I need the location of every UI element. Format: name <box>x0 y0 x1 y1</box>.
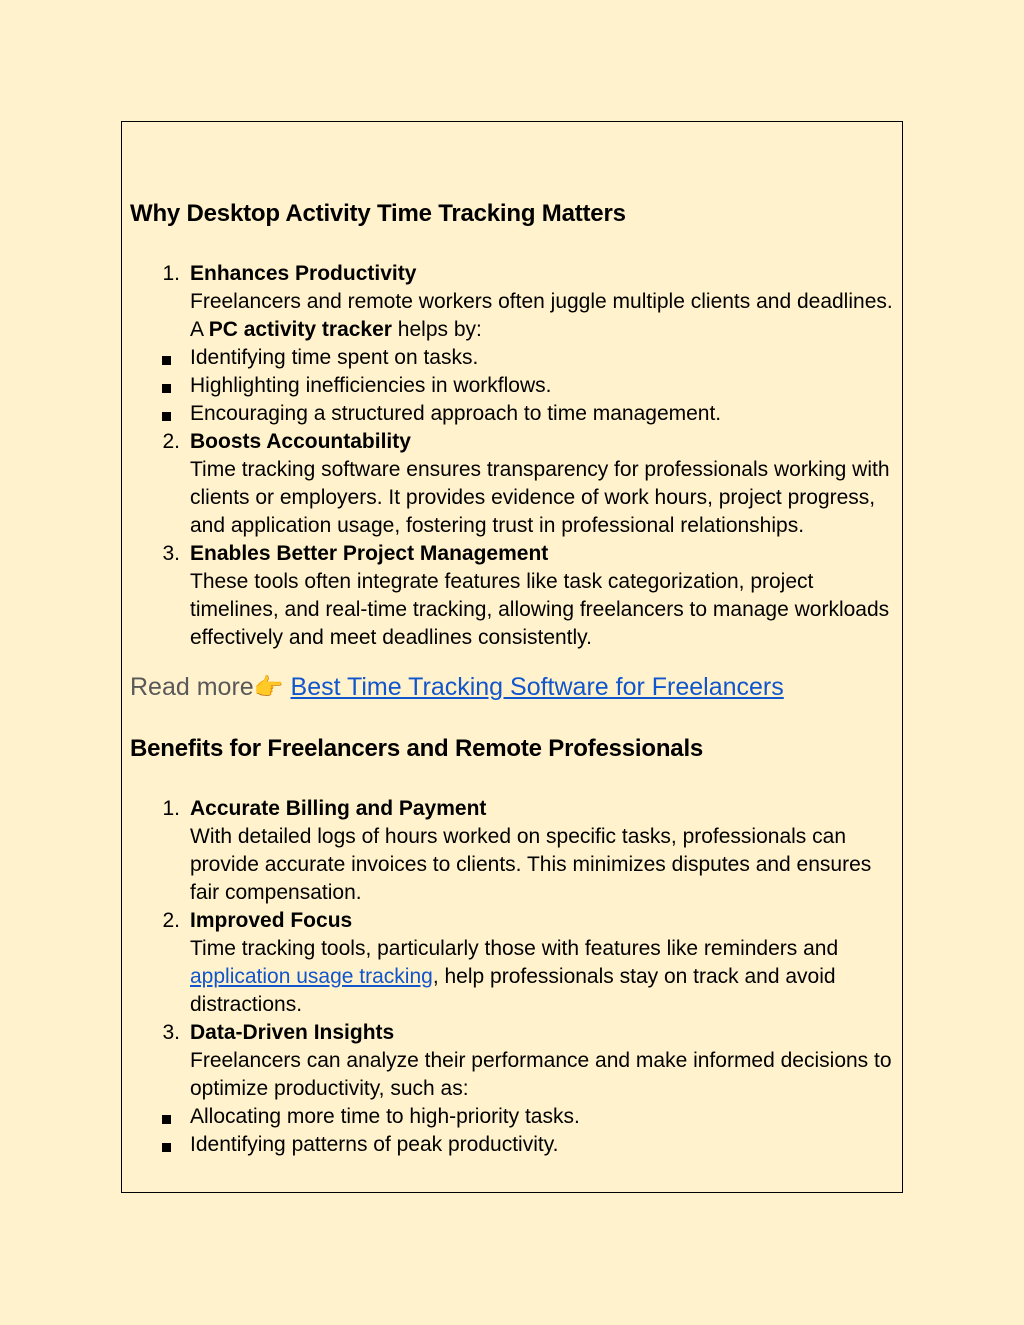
bullet-text: Allocating more time to high-priority tasks. <box>190 1105 580 1128</box>
square-bullet-icon <box>162 1115 171 1124</box>
item-title: Enhances Productivity <box>190 262 417 285</box>
bullet-text: Identifying patterns of peak productivity. <box>190 1133 559 1156</box>
list-item <box>130 428 900 540</box>
list-number: 3. <box>162 542 180 565</box>
read-more-link[interactable]: Best Time Tracking Software for Freelancers <box>290 673 784 701</box>
list-item <box>130 540 900 652</box>
item-body-bold: PC activity tracker <box>208 318 392 341</box>
item-title: Improved Focus <box>190 909 353 932</box>
bullet-text: Highlighting inefficiencies in workflows. <box>190 374 552 397</box>
list-number: 1. <box>162 797 180 820</box>
list-item <box>130 795 900 907</box>
page-frame <box>121 121 903 1193</box>
bullet-item <box>130 344 900 372</box>
item-body-text: , help professionals stay on track and avoid distractions. <box>190 965 836 1016</box>
section-heading-why: Why Desktop Activity Time Tracking Matters <box>130 200 626 227</box>
bullet-group <box>130 344 900 428</box>
square-bullet-icon <box>162 412 171 421</box>
item-body: With detailed logs of hours worked on specific tasks, professionals can provide accurate invoices to clients. This minimizes disputes and ensures fair compensation. <box>190 825 872 904</box>
bullet-group <box>130 1103 900 1159</box>
pointing-hand-icon: 👉 <box>253 674 284 701</box>
item-body <box>190 935 900 1019</box>
list-number: 3. <box>162 1021 180 1044</box>
bullet-text: Identifying time spent on tasks. <box>190 346 479 369</box>
item-body: These tools often integrate features like task categorization, project timelines, and real-time tracking, allowing freelancers to manage workloads effectively and meet deadlines consistently. <box>190 570 890 649</box>
item-body-text: Freelancers and remote workers often juggle multiple clients and deadlines. A <box>190 290 893 341</box>
section-heading-benefits: Benefits for Freelancers and Remote Professionals <box>130 735 704 762</box>
item-body: Time tracking software ensures transparency for professionals working with clients or employers. It provides evidence of work hours, project progress, and application usage, fostering trust in professional relationships. <box>190 458 890 537</box>
list-number: 1. <box>162 262 180 285</box>
bullet-item <box>130 1103 900 1131</box>
item-title: Boosts Accountability <box>190 430 411 453</box>
item-title: Data-Driven Insights <box>190 1021 395 1044</box>
item-title: Enables Better Project Management <box>190 542 549 565</box>
application-usage-tracking-link[interactable]: application usage tracking <box>190 965 433 988</box>
item-title: Accurate Billing and Payment <box>190 797 487 820</box>
list-number: 2. <box>162 430 180 453</box>
square-bullet-icon <box>162 1143 171 1152</box>
square-bullet-icon <box>162 384 171 393</box>
list-item <box>130 1019 900 1103</box>
bullet-item <box>130 372 900 400</box>
read-more-line <box>130 672 900 703</box>
benefits-list <box>130 795 900 1159</box>
item-body-text: Time tracking tools, particularly those with features like reminders and <box>190 937 839 960</box>
item-body-text: helps by: <box>391 318 482 341</box>
item-body <box>190 288 900 344</box>
item-body: Freelancers can analyze their performance and make informed decisions to optimize productivity, such as: <box>190 1049 892 1100</box>
list-item <box>130 260 900 344</box>
read-more-label: Read more <box>130 673 254 701</box>
bullet-item <box>130 400 900 428</box>
list-item <box>130 907 900 1019</box>
bullet-item <box>130 1131 900 1159</box>
bullet-text: Encouraging a structured approach to time management. <box>190 402 722 425</box>
why-list <box>130 260 900 652</box>
document-content <box>130 200 900 1159</box>
list-number: 2. <box>162 909 180 932</box>
square-bullet-icon <box>162 356 171 365</box>
